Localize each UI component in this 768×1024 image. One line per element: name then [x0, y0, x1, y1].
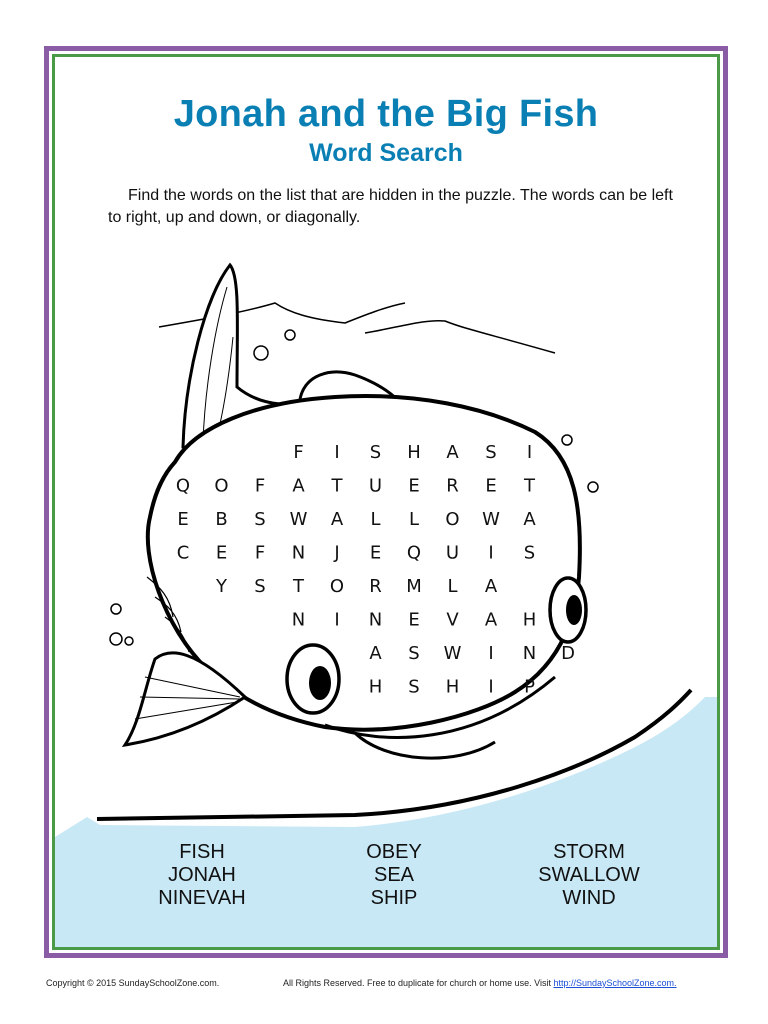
bubble [125, 637, 133, 645]
puzzle-letter: H [368, 676, 383, 698]
puzzle-letter: A [446, 442, 459, 463]
bubble [562, 435, 572, 445]
puzzle-letter: D [561, 643, 575, 664]
fish-illustration [55, 57, 720, 950]
puzzle-letter: I [488, 643, 494, 664]
puzzle-letter: H [407, 442, 421, 463]
word-list-item: NINEVAH [158, 887, 246, 909]
puzzle-letter: E [408, 609, 420, 631]
footer-copyright: Copyright © 2015 SundaySchoolZone.com. [46, 978, 220, 988]
puzzle-letter: A [523, 509, 536, 530]
word-list-item: STORM [553, 841, 625, 863]
puzzle-letter: I [488, 676, 494, 698]
page-border-purple [44, 46, 728, 958]
puzzle-letter: R [369, 576, 382, 597]
puzzle-letter: F [293, 442, 304, 463]
puzzle-letter: L [370, 509, 381, 530]
page-subtitle: Word Search [309, 139, 463, 167]
word-list-item: FISH [179, 841, 225, 863]
page-border-green [52, 54, 720, 950]
bubble [111, 604, 121, 614]
puzzle-letter: E [215, 542, 228, 564]
puzzle-letter: A [292, 475, 305, 497]
puzzle-letter: E [485, 475, 497, 497]
word-column-2 [314, 841, 474, 910]
bubble [285, 330, 295, 340]
word-list-item: JONAH [168, 864, 236, 886]
puzzle-letter: L [447, 576, 458, 597]
puzzle-letter: A [484, 576, 498, 597]
bubble [588, 482, 598, 492]
bubble [254, 346, 268, 360]
puzzle-letter: L [408, 509, 420, 530]
puzzle-letter: U [445, 542, 460, 564]
word-list-item: OBEY [366, 841, 422, 863]
puzzle-letter: H [445, 676, 460, 698]
puzzle-letter: H [522, 609, 537, 631]
puzzle-letter: S [254, 509, 266, 530]
puzzle-letter: I [488, 542, 494, 564]
puzzle-letter: O [445, 509, 460, 530]
word-column-3 [509, 841, 669, 910]
bubble [110, 633, 122, 645]
puzzle-letter: S [369, 442, 382, 463]
puzzle-letter: I [526, 442, 533, 463]
puzzle-letter: O [329, 576, 345, 597]
word-list-item: WIND [562, 887, 616, 909]
puzzle-letter: A [484, 609, 498, 631]
puzzle-letter: M [406, 576, 422, 597]
puzzle-letter: S [523, 542, 536, 564]
puzzle-letter: C [176, 542, 190, 564]
puzzle-letter: V [446, 609, 459, 631]
puzzle-letter: A [369, 643, 382, 664]
puzzle-letter: E [177, 509, 189, 530]
puzzle-letter: P [524, 676, 535, 698]
footer-rights-text: All Rights Reserved. Free to duplicate for church or home use. Visit [283, 978, 551, 988]
instructions-text: Find the words on the list that are hidden in the puzzle. The words can be left to right, up and down, or diagonally. [108, 187, 673, 226]
footer-link[interactable]: http://SundaySchoolZone.com. [553, 978, 677, 988]
puzzle-letter: B [215, 509, 228, 530]
puzzle-letter: E [408, 475, 420, 497]
puzzle-letter: S [485, 442, 497, 463]
wave-right [365, 321, 555, 353]
puzzle-letter: T [331, 475, 343, 497]
puzzle-letter: W [482, 509, 500, 530]
puzzle-letter: J [334, 542, 340, 564]
puzzle-letter: S [254, 576, 266, 597]
puzzle-letter: N [291, 542, 306, 564]
puzzle-letter: F [254, 475, 266, 497]
puzzle-letter: Y [216, 576, 227, 597]
puzzle-letter: Q [406, 542, 422, 564]
puzzle-letter: S [408, 643, 420, 664]
puzzle-letter: F [254, 542, 266, 564]
puzzle-letter: I [334, 442, 340, 463]
word-list-item: SHIP [370, 887, 418, 909]
puzzle-letter: I [334, 609, 340, 631]
puzzle-letter: O [214, 475, 229, 497]
puzzle-letter: Q [175, 475, 191, 497]
puzzle-letter: U [368, 475, 383, 497]
word-list-item: SEA [373, 864, 415, 886]
puzzle-letter: R [446, 475, 459, 497]
puzzle-letter: T [524, 475, 535, 497]
page-title: Jonah and the Big Fish [173, 93, 599, 135]
puzzle-letter: N [522, 643, 537, 664]
puzzle-letter: N [368, 609, 383, 631]
puzzle-letter: T [293, 576, 304, 597]
puzzle-letter: W [289, 509, 308, 530]
puzzle-letter: N [291, 609, 306, 631]
puzzle-letter: E [369, 542, 382, 564]
wave-left [159, 303, 405, 327]
puzzle-letter: A [330, 509, 344, 530]
word-column-1 [122, 841, 282, 910]
word-list-item: SWALLOW [538, 864, 640, 886]
puzzle-letter: S [408, 676, 420, 698]
footer-rights [283, 978, 677, 988]
puzzle-letter: W [443, 643, 462, 664]
